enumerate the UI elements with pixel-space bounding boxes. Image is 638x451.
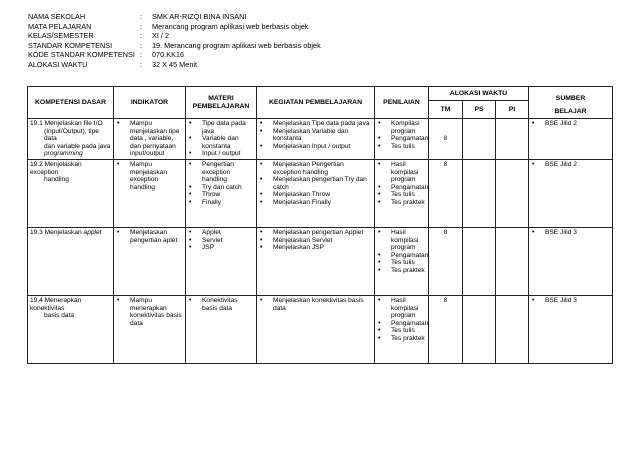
cell-tm: 8 [429,159,463,227]
cell-tm: 8 [429,119,463,160]
list-item: • Tes praktek [388,335,426,343]
list-item: • JSP [199,244,254,252]
meta-separator: : [140,50,143,60]
meta-value: 32 X 45 Menit [152,59,198,69]
list-item: • BSE Jilid 2 [542,161,610,169]
list-item: • Variable dan konstanta [199,135,254,150]
meta-row-class [28,31,321,41]
list-item: • Hasil kompilasi program [388,229,426,252]
list-item: • BSE Jilid 3 [542,229,610,237]
table-row [28,295,613,363]
cell-penilaian [375,295,429,363]
list-item: • Menjelaskan pengertian aplet [127,229,183,244]
meta-separator: : [140,21,143,31]
cell-sumber [529,159,613,227]
list-item: • Hasil kompilasi program [388,161,426,184]
header-sumber-line2: BELAJAR [554,108,587,115]
cell-kegiatan [257,119,375,160]
kd-text: 19.4 Menerapkan konektivitas [30,296,82,312]
header-materi-line1: MATERI [208,94,234,102]
meta-key: KODE STANDAR KOMPETENSI [28,50,135,60]
cell-ps [463,227,496,295]
list-item: • Menjelaskan Servlet [270,237,372,245]
meta-row-school [28,12,321,22]
list-item: • Finally [199,199,254,207]
header-ps: PS [463,101,496,119]
cell-tm: 8 [429,227,463,295]
kd-text: 19.3 Menjelaskan [30,228,84,236]
meta-key: MATA PELAJARAN [28,21,92,31]
kd-text [30,229,111,237]
list-item: • Pengamatan [388,252,426,260]
list-item: • Pengamatan [388,320,426,328]
list-item: • Input / output [199,150,254,158]
header-indikator: INDIKATOR [114,87,186,119]
document-header [28,12,321,70]
meta-row-time [28,60,321,70]
cell-pi [496,295,529,363]
meta-row-standard [28,41,321,51]
list-item: • Menjelaskan konektivitas basis data [270,297,372,312]
header-kegiatan: KEGIATAN PEMBELAJARAN [257,87,375,119]
cell-kompetensi [28,227,114,295]
list-item: • Menjelaskan Throw [270,191,372,199]
header-kompetensi: KOMPETENSI DASAR [28,87,114,119]
cell-ps [463,119,496,160]
kd-text: (Input/Output), tipe data [44,127,99,143]
cell-sumber [529,119,613,160]
list-item: • Tipe data pada java [199,120,254,135]
list-item: • Menjelaskan Tipe data pada java [270,120,372,128]
list-item: • Mampu menjelaskan tipe data , variable, dan pernyataan input/output [127,120,183,158]
meta-value: 070.KK16 [152,50,185,60]
cell-indikator [114,119,186,160]
meta-value: Merancang program aplikasi web berbasis objek [152,21,309,31]
list-item: • Mampu menjelaskan exception handling [127,161,183,191]
list-item: • Menjelaskan Variable dan konstanta [270,128,372,143]
meta-key: STANDAR KOMPETENSI [28,40,113,50]
header-penilaian: PENILAIAN [375,87,429,119]
header-sumber-line1: SUMBER [555,95,586,103]
meta-value: XI / 2 [152,31,170,41]
list-item: • Servlet [199,237,254,245]
list-item: • Tes praktek [388,267,426,275]
header-pi: PI [496,101,529,119]
cell-materi [186,227,257,295]
meta-key: NAMA SEKOLAH [28,12,86,21]
cell-kompetensi [28,159,114,227]
list-item: • Menjelaskan Input / output [270,143,372,151]
table-row [28,227,613,295]
kd-text: handling [44,176,69,184]
cell-pi [496,119,529,160]
header-alokasi: ALOKASI WAKTU [429,87,529,101]
cell-indikator [114,159,186,227]
syllabus-table [27,86,613,364]
cell-penilaian [375,159,429,227]
list-item: • Tes tulis [388,143,426,151]
list-item: • Tes tulis [388,259,426,267]
cell-ps [463,159,496,227]
cell-materi [186,159,257,227]
list-item: • Try dan catch [199,184,254,192]
list-item: • Mampu menerapkan konektivitas basis data [127,297,183,327]
cell-sumber [529,295,613,363]
kd-text: 19.1 Menjelaskan file I/O [30,120,103,127]
cell-pi [496,159,529,227]
meta-separator: : [140,40,143,50]
list-item: • Tes tulis [388,191,426,199]
meta-value: 19. Merancang program aplikasi web berbasis objek [152,40,321,50]
header-tm: TM [429,101,463,119]
cell-kegiatan [257,159,375,227]
cell-penilaian [375,227,429,295]
table-row [28,119,613,160]
cell-kompetensi [28,295,114,363]
list-item: • BSE Jilid 2 [542,120,610,128]
list-item: • BSE Jilid 3 [542,297,610,305]
meta-value: SMK AR-RIZQI BINA INSANI [152,12,247,21]
list-item: • Menjelaskan pengertian Applet [270,229,372,237]
meta-separator: : [140,12,143,21]
list-item: • Menjelaskan pengertian Try dan catch [270,176,372,191]
meta-key: ALOKASI WAKTU [28,59,88,69]
header-materi [186,87,257,119]
cell-kegiatan [257,295,375,363]
list-item: • Hasil kompilasi program [388,297,426,320]
list-item: • Konektivitas basis data [199,297,254,312]
table-row [28,159,613,227]
cell-indikator [114,295,186,363]
cell-ps [463,295,496,363]
cell-materi [186,119,257,160]
kd-text: basis data [44,312,75,320]
cell-tm: 8 [429,295,463,363]
list-item: • Pengamatan [388,135,426,143]
cell-kegiatan [257,227,375,295]
meta-separator: : [140,59,143,69]
kd-text: programming [44,150,83,158]
list-item: • Menjelaskan Finally [270,199,372,207]
list-item: • Tes tulis [388,327,426,335]
list-item: • Menjelaskan JSP [270,244,372,252]
list-item: • Kompilasi program [388,120,426,135]
kd-text-italic: applet [83,228,102,236]
kd-text: dan variable pada java [44,142,111,150]
cell-indikator [114,227,186,295]
list-item: • Pengertian exception handling [199,161,254,184]
list-item: • Menjelaskan Pengertian exception handling [270,161,372,176]
meta-separator: : [140,31,143,41]
header-sumber [529,87,613,119]
meta-row-code [28,50,321,60]
list-item: • Tes praktek [388,199,426,207]
list-item: • Pengamatan [388,184,426,192]
header-materi-line2: PEMBELAJARAN [192,102,250,110]
cell-kompetensi [28,119,114,160]
meta-row-subject [28,22,321,32]
meta-key: KELAS/SEMESTER [28,31,94,41]
list-item: • Applet [199,229,254,237]
list-item: • Throw [199,191,254,199]
cell-pi [496,227,529,295]
kd-text: 19.2 Menjelaskan exception [30,160,82,176]
cell-sumber [529,227,613,295]
cell-penilaian [375,119,429,160]
cell-materi [186,295,257,363]
